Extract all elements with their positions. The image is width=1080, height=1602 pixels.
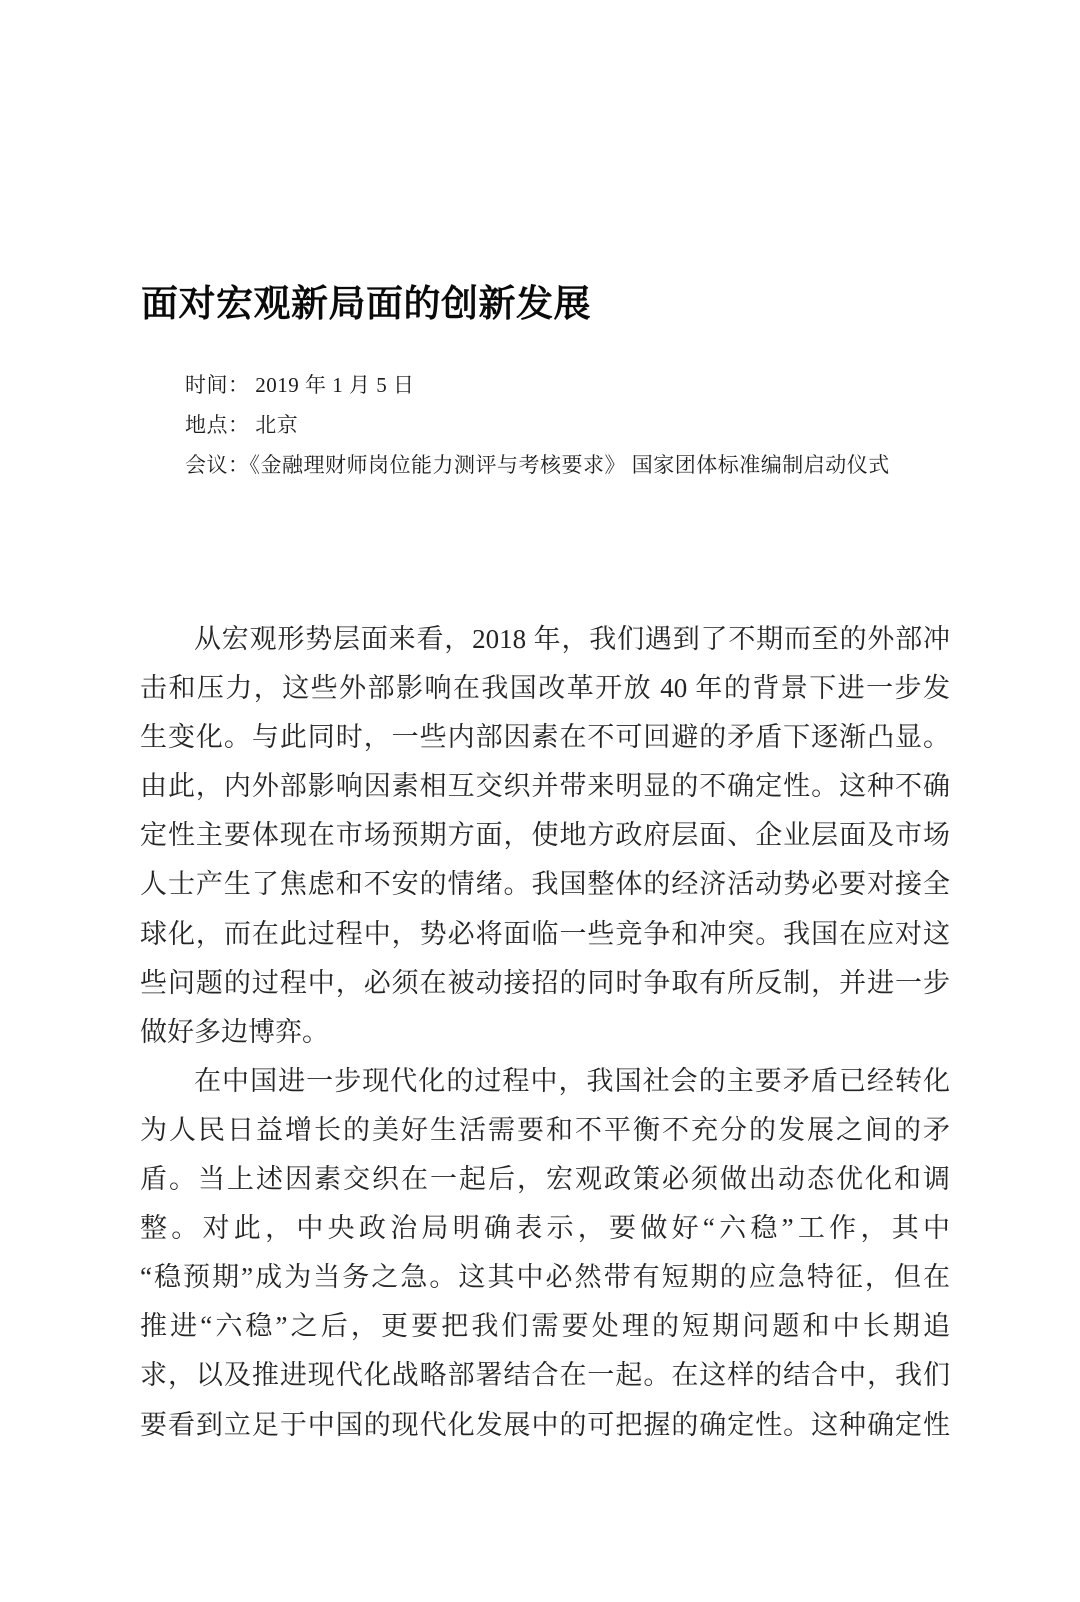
paragraph-1: [140, 1057, 950, 1450]
meta-row-1: [185, 405, 1080, 445]
text-line: 击和压力，这些外部影响在我国改革开放 40 年的背景下进一步发: [140, 673, 950, 704]
meta-block: [185, 365, 1080, 485]
meta-label: 会议：: [185, 453, 250, 477]
text-line: 整。对此，中央政治局明确表示，要做好“六稳”工作，其中: [140, 1213, 950, 1244]
text-line: 人士产生了焦虑和不安的情绪。我国整体的经济活动势必要对接全: [140, 869, 950, 900]
text-line: 推进“六稳”之后，更要把我们需要处理的短期问题和中长期追: [140, 1311, 950, 1342]
text-line: 球化，而在此过程中，势必将面临一些竞争和冲突。我国在应对这: [140, 918, 950, 949]
text-line: 求，以及推进现代化战略部署结合在一起。在这样的结合中，我们: [140, 1360, 950, 1391]
text-line: 由此，内外部影响因素相互交织并带来明显的不确定性。这种不确: [140, 771, 950, 802]
meta-label: 时间：: [185, 373, 250, 397]
meta-row-0: [185, 365, 1080, 405]
meta-label: 地点：: [185, 413, 250, 437]
text-line: 在中国进一步现代化的过程中，我国社会的主要矛盾已经转化: [194, 1065, 950, 1096]
meta-value: 《金融理财师岗位能力测评与考核要求》 国家团体标准编制启动仪式: [249, 453, 890, 477]
text-line: 生变化。与此同时，一些内部因素在不可回避的矛盾下逐渐凸显。: [140, 722, 950, 753]
page-title: 面对宏观新局面的创新发展: [141, 284, 591, 325]
meta-value: 2019 年 1 月 5 日: [249, 373, 415, 397]
text-line: 些问题的过程中，必须在被动接招的同时争取有所反制，并进一步: [140, 967, 950, 998]
text-line: 做好多边博弈。: [140, 1016, 329, 1047]
meta-value: 北京: [249, 413, 299, 437]
text-line: 为人民日益增长的美好生活需要和不平衡不充分的发展之间的矛: [140, 1114, 950, 1145]
text-line: 要看到立足于中国的现代化发展中的可把握的确定性。这种确定性: [140, 1409, 950, 1440]
text-line: 从宏观形势层面来看，2018 年，我们遇到了不期而至的外部冲: [194, 624, 950, 654]
body-text: [140, 615, 950, 1450]
text-line: 定性主要体现在市场预期方面，使地方政府层面、企业层面及市场: [140, 820, 950, 851]
text-line: 盾。当上述因素交织在一起后，宏观政策必须做出动态优化和调: [140, 1164, 950, 1195]
text-line: “稳预期”成为当务之急。这其中必然带有短期的应急特征，但在: [140, 1262, 950, 1293]
meta-row-2: [185, 445, 1080, 485]
paragraph-0: [140, 615, 950, 1057]
